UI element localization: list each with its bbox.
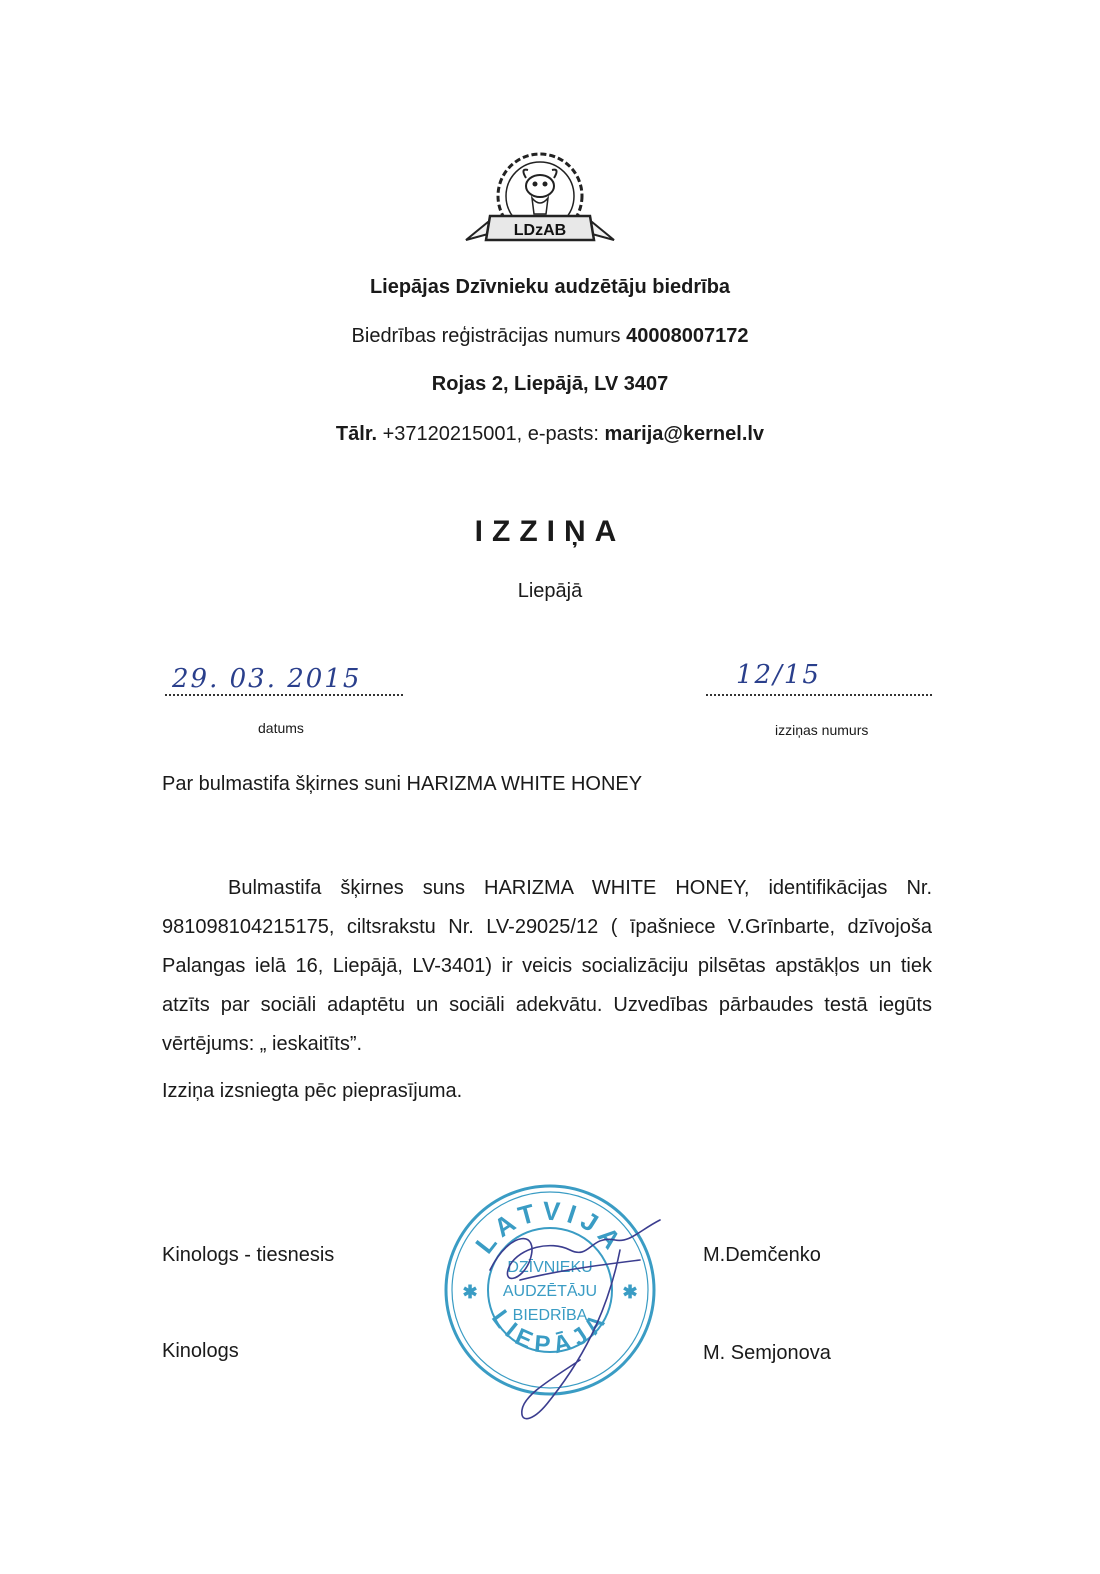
cert-number-dotted-line (706, 694, 932, 696)
body-paragraph: Bulmastifa šķirnes suns HARIZMA WHITE HONEY, identifikācijas Nr. 981098104215175, ciltsrakstu Nr. LV-29025/12 ( īpašniece V.Grīnbarte, dzīvojoša Palangas ielā 16, Liepājā, LV-3401) ir veicis socializāciju pilsētas apstākļos un tiek atzīts par sociāli adaptētu un sociāli adekvātu. Uzvedības pārbaudes testā iegūts vērtējums: „ ieskaitīts”. (162, 877, 932, 1055)
handwritten-signature (440, 1210, 690, 1440)
address: Rojas 2, Liepājā, LV 3407 (431, 373, 669, 395)
stamp-line-1: DZĪVNIEKU (507, 1259, 593, 1276)
stamp-star-left: ✱ (462, 1282, 478, 1302)
stamp-top-text: LATVIJA (469, 1195, 631, 1260)
signer-name-2: M. Semjonova (703, 1342, 831, 1364)
registration-number: 40008007172 (626, 325, 749, 347)
stamp-star-right: ✱ (622, 1282, 638, 1302)
signer-role-2: Kinologs (162, 1340, 239, 1362)
cert-number-caption: izziņas numurs (775, 722, 869, 738)
stamp-line-2: AUDZĒTĀJU (502, 1283, 598, 1300)
date-dotted-line (165, 694, 403, 696)
subject-line: Par bulmastifa šķirnes suni HARIZMA WHITE HONEY (162, 773, 643, 795)
email-address: marija@kernel.lv (604, 423, 765, 445)
organization-logo (462, 148, 618, 258)
contact-line (0, 423, 1100, 446)
date-caption: datums (258, 720, 304, 736)
handwritten-cert-number: 12/15 (736, 660, 821, 690)
document-title: IZZIŅA (474, 515, 626, 548)
stamp-line-3: BIEDRĪBA (512, 1307, 588, 1324)
registration-line: Biedrības reģistrācijas numurs 40008007172 (351, 325, 749, 347)
stamp-bottom-text: LIEPĀJA (486, 1304, 615, 1360)
signer-name-1: M.Demčenko (703, 1244, 821, 1266)
signer-role-1: Kinologs - tiesnesis (162, 1244, 335, 1266)
phone-label: Tālr. (335, 423, 378, 445)
issued-statement: Izziņa izsniegta pēc pieprasījuma. (162, 1080, 463, 1102)
phone-number: +37120215001, e-pasts: (377, 423, 605, 445)
organization-name: Liepājas Dzīvnieku audzētāju biedrība (369, 276, 731, 298)
logo-text: LDzAB (513, 222, 567, 239)
handwritten-date: 29. 03. 2015 (172, 664, 362, 694)
issue-place: Liepājā (517, 580, 583, 602)
